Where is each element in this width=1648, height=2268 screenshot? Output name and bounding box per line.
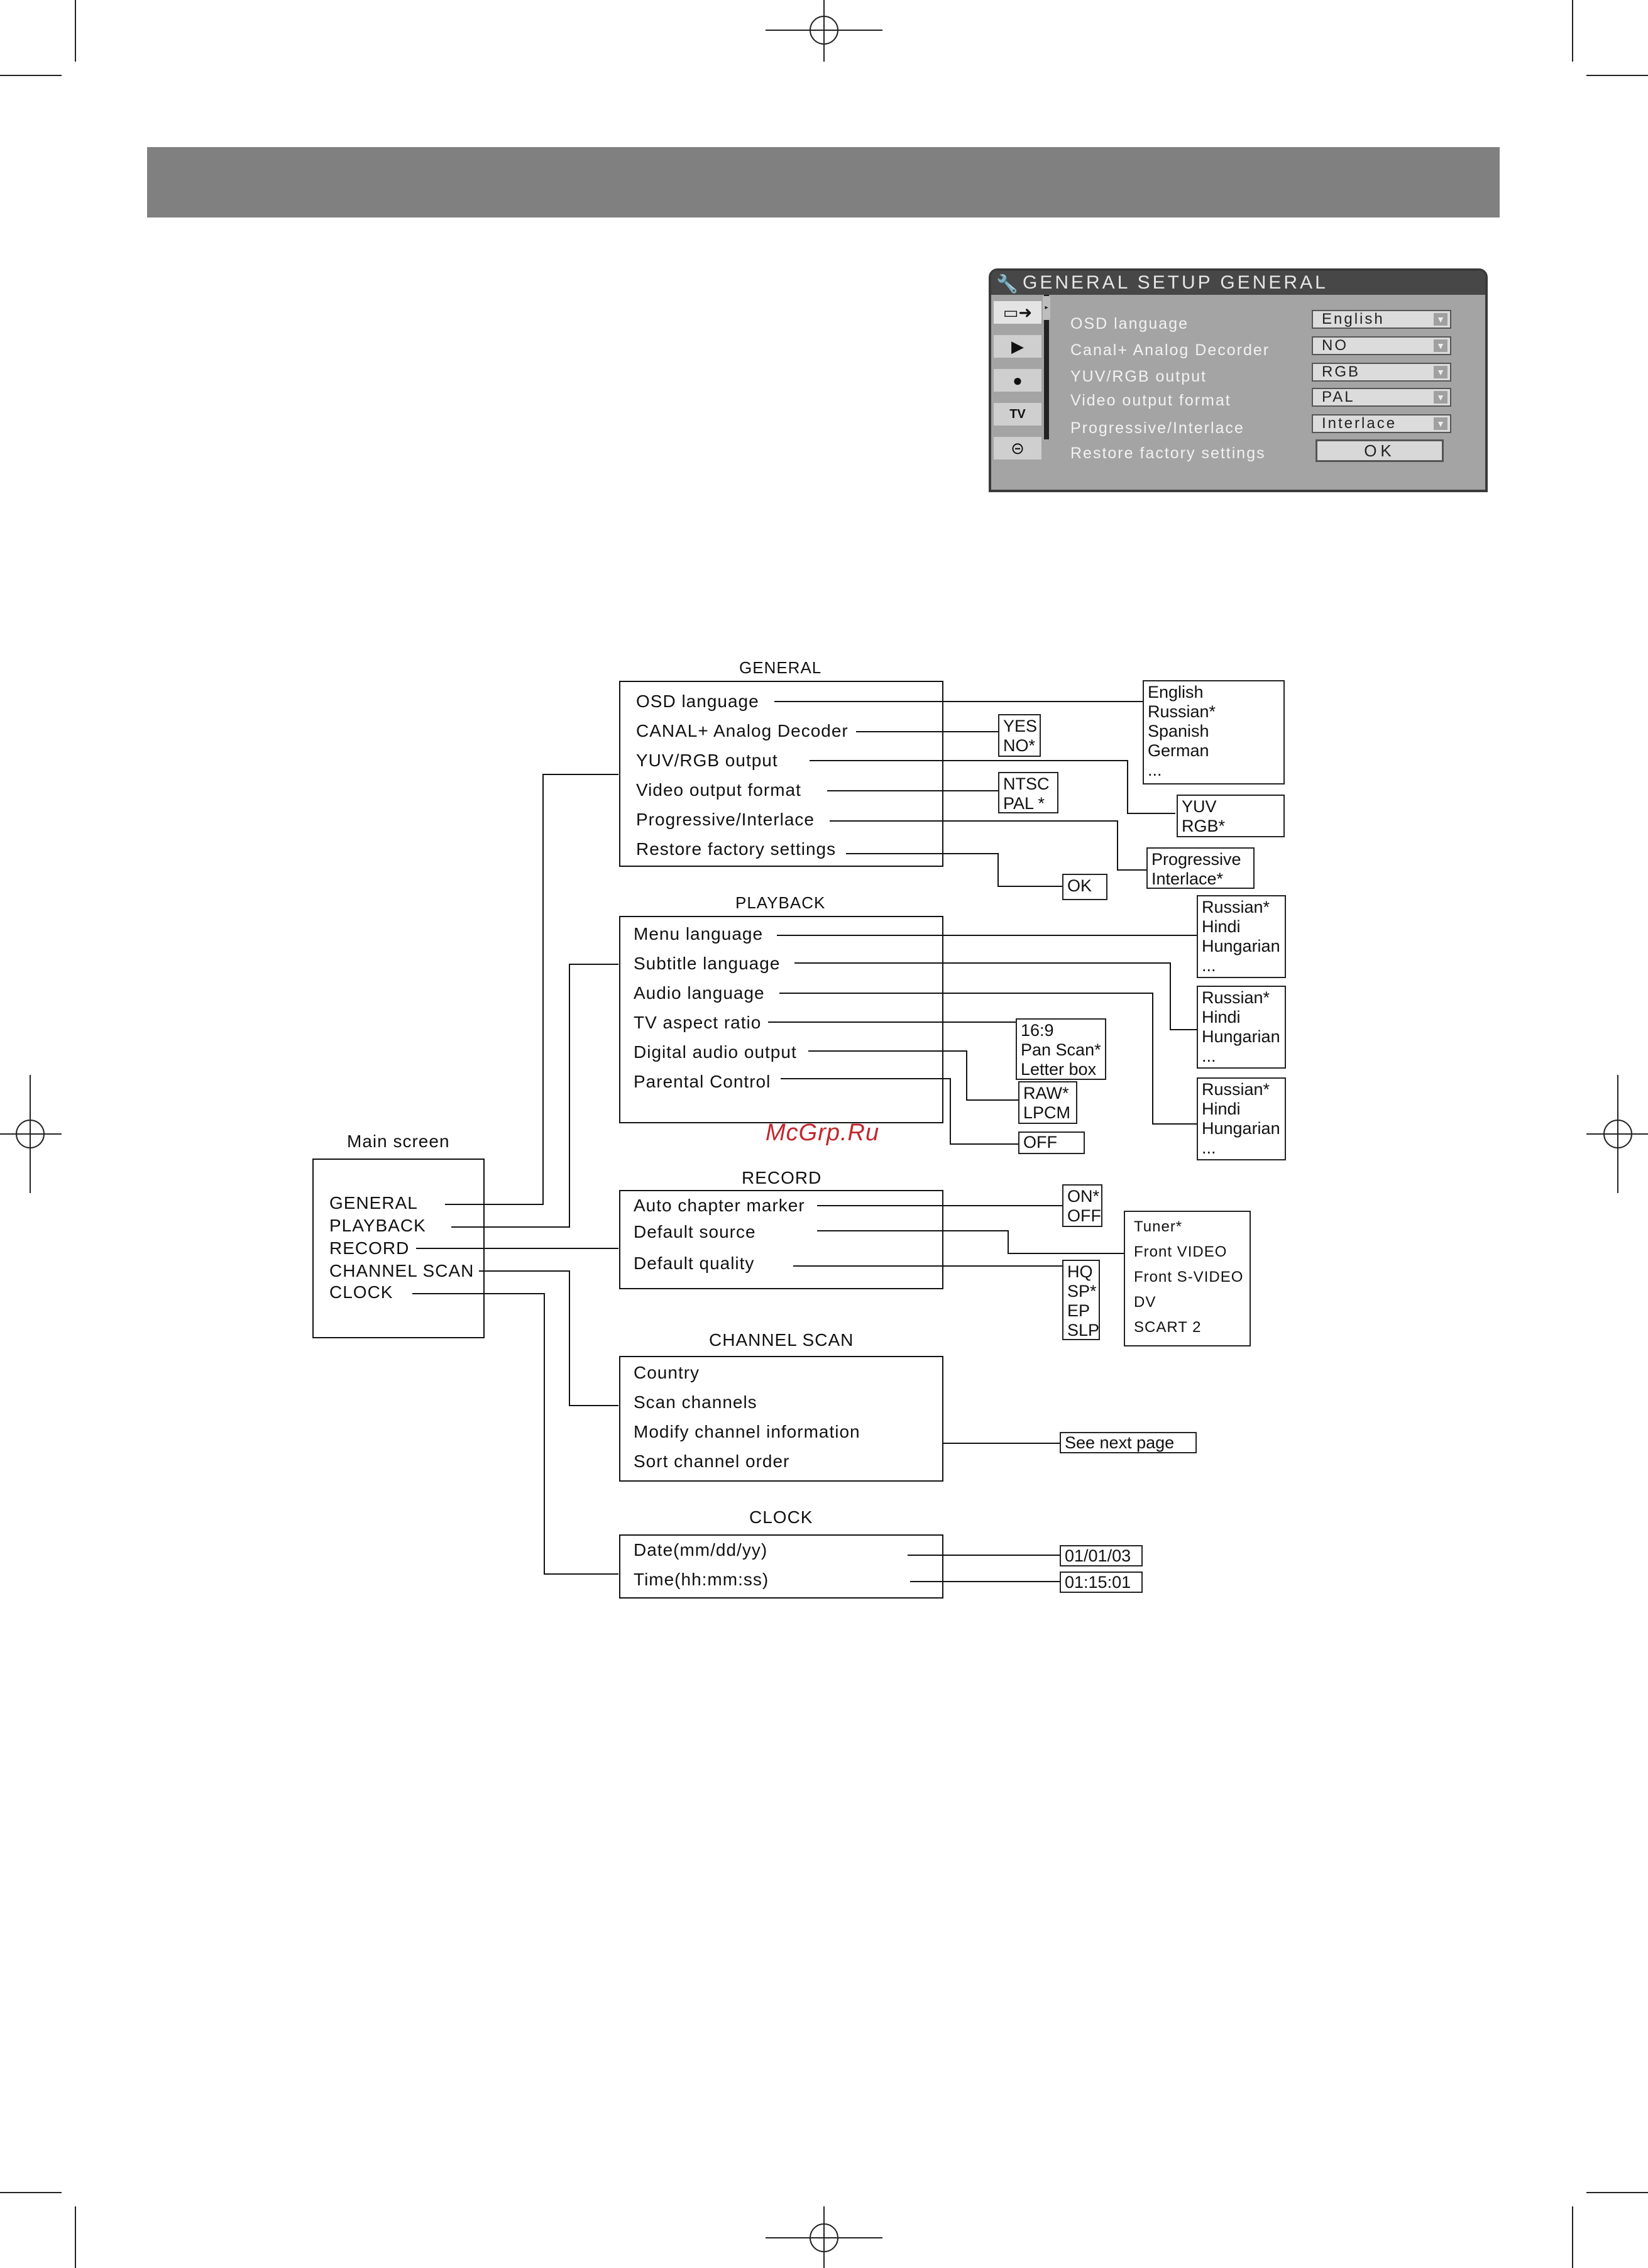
clock-icon[interactable]: ⊝	[994, 437, 1041, 460]
playback-icon[interactable]: ▶	[994, 335, 1041, 358]
playback-title: PLAYBACK	[735, 893, 826, 912]
time-value-box: 01:15:01	[1060, 1572, 1143, 1593]
video-format-options: NTSC PAL *	[998, 772, 1058, 813]
main-item-clock: CLOCK	[329, 1282, 393, 1302]
osd-row-label: Restore factory settings	[1070, 444, 1266, 462]
channel-scan-item: Sort channel order	[634, 1451, 790, 1471]
progressive-options: Progressive Interlace*	[1146, 847, 1255, 889]
digital-audio-options: RAW* LPCM	[1018, 1081, 1077, 1124]
channel-scan-item: Modify channel information	[634, 1422, 860, 1441]
connector	[846, 854, 1062, 886]
audio-language-options: Russian* Hindi Hungarian ...	[1197, 1077, 1286, 1160]
clock-item: Time(hh:mm:ss)	[634, 1570, 769, 1589]
main-item-channel-scan: CHANNEL SCAN	[329, 1261, 475, 1280]
main-item-record: RECORD	[329, 1238, 410, 1258]
watermark: McGrp.Ru	[766, 1120, 880, 1146]
connector	[808, 1051, 1018, 1100]
restore-ok-button[interactable]: OK	[1316, 439, 1444, 462]
general-item: CANAL+ Analog Decoder	[636, 721, 849, 740]
connector	[794, 963, 1197, 1030]
clock-item: Date(mm/dd/yy)	[634, 1540, 768, 1560]
osd-language-options: English Russian* Spanish German ...	[1143, 680, 1285, 784]
osd-row-label: Canal+ Analog Decorder	[1070, 341, 1270, 359]
yuv-rgb-options: YUV RGB*	[1177, 795, 1285, 837]
general-title: GENERAL	[739, 658, 822, 677]
record-item: Default quality	[634, 1253, 755, 1273]
clock-title: CLOCK	[749, 1507, 813, 1527]
connector	[817, 1231, 1124, 1253]
default-source-options: Tuner* Front VIDEO Front S-VIDEO DV SCART 2	[1124, 1211, 1251, 1346]
playback-item: Audio language	[634, 983, 765, 1003]
dropdown-arrow-icon: ▼	[1434, 391, 1447, 404]
auto-chapter-options: ON* OFF	[1062, 1184, 1102, 1227]
playback-item: Parental Control	[634, 1072, 771, 1091]
dropdown-arrow-icon: ▼	[1434, 313, 1447, 326]
default-quality-options: HQ SP* EP SLP	[1062, 1260, 1100, 1340]
canal-decoder-dropdown[interactable]: NO ▼	[1312, 336, 1451, 355]
video-output-dropdown[interactable]: PAL ▼	[1312, 388, 1451, 407]
yuv-rgb-dropdown[interactable]: RGB ▼	[1312, 363, 1451, 382]
connector	[445, 774, 618, 1204]
dropdown-arrow-icon: ▼	[1434, 417, 1447, 430]
date-value-box: 01/01/03	[1060, 1545, 1143, 1566]
wrench-icon: 🔧	[996, 274, 1021, 294]
osd-language-dropdown[interactable]: English ▼	[1312, 310, 1451, 329]
canal-options: YES NO*	[998, 714, 1041, 757]
menu-language-options: Russian* Hindi Hungarian ...	[1197, 895, 1286, 978]
osd-scroll-arrow-icon[interactable]: ▸	[1043, 296, 1050, 320]
dropdown-arrow-icon: ▼	[1434, 339, 1447, 352]
channel-scan-item: Scan channels	[634, 1392, 757, 1412]
tv-icon[interactable]: TV	[994, 403, 1041, 426]
connector	[412, 1294, 618, 1574]
osd-row-label: Progressive/Interlace	[1070, 419, 1244, 437]
channel-scan-title: CHANNEL SCAN	[709, 1330, 854, 1350]
subtitle-language-options: Russian* Hindi Hungarian ...	[1197, 986, 1286, 1069]
main-screen-title: Main screen	[347, 1131, 450, 1151]
general-item: Restore factory settings	[636, 839, 837, 859]
connector	[810, 761, 1175, 813]
general-setup-icon[interactable]: ▭➜	[994, 301, 1041, 324]
dropdown-arrow-icon: ▼	[1434, 366, 1447, 378]
connector	[779, 993, 1197, 1124]
osd-row-label: Video output format	[1070, 392, 1231, 409]
progressive-interlace-dropdown[interactable]: Interlace ▼	[1312, 414, 1451, 433]
main-item-general: GENERAL	[329, 1193, 418, 1213]
connector	[479, 1271, 618, 1406]
general-item: OSD language	[636, 691, 759, 711]
osd-row-label: OSD language	[1070, 315, 1189, 333]
record-icon[interactable]: ●	[994, 369, 1041, 392]
record-title: RECORD	[742, 1168, 822, 1187]
record-item: Default source	[634, 1222, 756, 1241]
osd-row-label: YUV/RGB output	[1070, 368, 1207, 385]
general-item: YUV/RGB output	[636, 751, 778, 770]
connector	[451, 964, 618, 1227]
channel-scan-item: Country	[634, 1363, 700, 1382]
tv-aspect-options: 16:9 Pan Scan* Letter box	[1016, 1018, 1106, 1080]
see-next-page-box: See next page	[1060, 1432, 1197, 1453]
playback-item: Digital audio output	[634, 1042, 797, 1062]
general-item: Video output format	[636, 780, 801, 800]
playback-item: TV aspect ratio	[634, 1013, 762, 1032]
restore-ok-option: OK	[1062, 874, 1107, 900]
parental-options: OFF	[1018, 1131, 1085, 1154]
main-item-playback: PLAYBACK	[329, 1216, 426, 1235]
osd-title: GENERAL SETUP GENERAL	[1023, 272, 1328, 293]
record-item: Auto chapter marker	[634, 1196, 805, 1215]
playback-item: Subtitle language	[634, 954, 781, 973]
connector	[830, 821, 1146, 870]
general-item: Progressive/Interlace	[636, 810, 815, 829]
playback-item: Menu language	[634, 924, 764, 944]
